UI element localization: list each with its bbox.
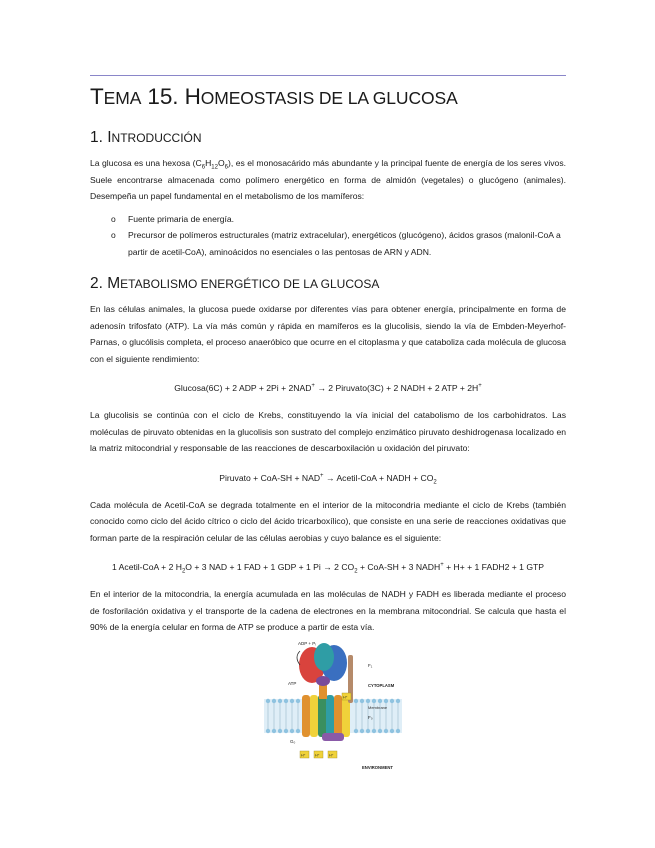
functions-list	[90, 211, 566, 261]
oxidative-phosphorylation-paragraph: En el interior de la mitocondria, la energía acumulada en las moléculas de NADH y FADH es liberada mediante el proceso de fosforilación oxidativa y el transporte de la cadena de electrones en la membrana mitocondrial. Se calcula que hasta el 90% de la energía celular en forma de ATP se produce a partir de esta vía.	[90, 589, 566, 632]
acetyl-coa-paragraph: Cada molécula de Acetil-CoA se degrada totalmente en el interior de la mitocondria mediante el ciclo de Krebs (también conocido como ciclo del ácido cítrico o ciclo del ácido tricarboxílico), que consiste en una serie de reacciones oxidativas que forman parte de la respiración celular de las células aerobias y cuyo balance es el siguiente:	[90, 499, 566, 543]
page-title: TEMA 15. HOMEOSTASIS DE LA GLUCOSA	[90, 84, 458, 109]
glycolysis-equation: Glucosa(6C) + 2 ADP + 2Pi + 2NAD+ → 2 Piruvato(3C) + 2 NADH + 2 ATP + 2H+	[174, 383, 482, 393]
proton-label: H⁺	[343, 695, 348, 700]
header-rule	[90, 75, 566, 76]
proton-label: H⁺	[329, 753, 334, 758]
environment-label: ENVIRONMENT	[362, 765, 393, 770]
proton-label: H⁺	[301, 753, 306, 758]
atp-synthase-figure	[264, 637, 402, 772]
atp-label: ATP	[288, 681, 297, 686]
proton-label: H⁺	[315, 753, 320, 758]
atp-synthase-illustration	[264, 637, 402, 772]
f1-head	[299, 643, 347, 686]
intro-paragraph: La glucosa es una hexosa $(C_6H_{12}O_6)$, es el monosacárido más abundante y la principal fuente de energía de los seres vivos. Suele encontrarse almacenada como polímero energético en forma de almidón (vegetales) o glucógeno (animales). Desempeña un papel fundamental en el metabolismo de los mamíferos:	[90, 158, 566, 201]
document-page	[90, 81, 566, 636]
glycolysis-paragraph: En las células animales, la glucosa puede oxidarse por diferentes vías para obtener energía, principalmente en forma de adenosín trifosfato (ATP). La vía más común y rápida en mamíferos es la glucolisis, siendo la vía de Embden-Meyerhof-Parnas, o glucólisis completa, el proceso anaeróbico que ocurre en el citoplasma y que cataboliza cada molécula de glucosa con el siguiente rendimiento:	[90, 304, 566, 364]
bullet-marker: o	[111, 230, 116, 240]
bullet-marker: o	[111, 213, 116, 224]
section-heading-introduccion: 1. INTRODUCCIÓN	[90, 129, 202, 146]
f0-label: F₀	[368, 715, 373, 720]
list-item: o Precursor de polímeros estructurales (matriz extracelular), energéticos (glucógeno), ácidos grasos (malonil-CoA a partir de acetil-CoA), aminoácidos no esenciales o las pentosas de ARN y ADN.	[90, 227, 566, 260]
g0-label: G₀	[290, 739, 296, 744]
cytoplasm-label: CYTOPLASM	[368, 683, 395, 688]
membrane-label: Membrane	[368, 705, 388, 710]
adp-label: ADP + Pᵢ	[298, 641, 317, 646]
f0-rotor	[302, 695, 350, 741]
f1-label: F₁	[368, 663, 373, 668]
krebs-intro-paragraph: La glucolisis se continúa con el ciclo de Krebs, constituyendo la vía inicial del catabolismo de los carbohidratos. Las moléculas de piruvato obtenidas en la glucolisis son sustrato del complejo enzimático piruvato deshidrogenasa localizado en la matriz mitocondrial y responsable de las reacciones de descarboxilación u oxidación del piruvato:	[90, 410, 566, 453]
pyruvate-equation: Piruvato + CoA-SH + NAD+ → Acetil-CoA + NADH + $CO_2$	[219, 472, 437, 486]
list-item: o Fuente primaria de energía.	[90, 211, 566, 228]
krebs-equation: 1 Acetil-CoA + 2 $H_2O + 3$ NAD + 1 FAD + 1 GDP + 1 Pi → 2 $CO_2 + CoA-SH + 3$ NADH+ + H+ + 1 FADH2 + 1 GTP	[111, 562, 545, 575]
section-heading-metabolismo: 2. METABOLISMO ENERGÉTICO DE LA GLUCOSA	[90, 275, 380, 292]
